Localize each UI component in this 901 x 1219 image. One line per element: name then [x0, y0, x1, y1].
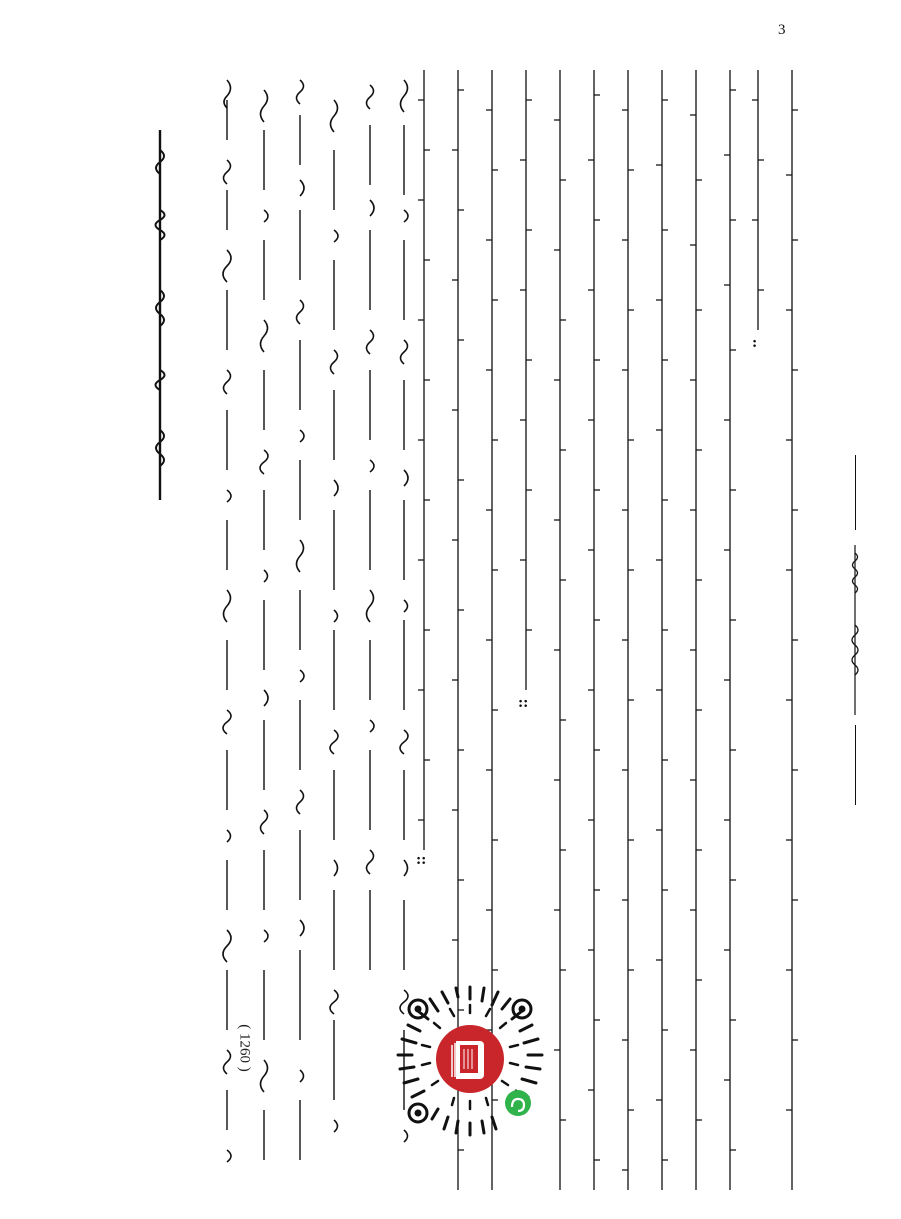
- section-title: [148, 70, 172, 500]
- prose-column: [616, 70, 640, 1190]
- prose-column: [684, 70, 708, 1190]
- verse-column: [322, 70, 346, 1190]
- prose-column: [718, 70, 742, 1190]
- verse-column: [288, 70, 312, 1190]
- end-punctuation: ::: [518, 695, 529, 711]
- page-number: 3: [778, 22, 786, 38]
- year-annotation: [229, 1003, 259, 1093]
- end-punctuation: :: [752, 335, 758, 351]
- header-rule-bottom: [855, 725, 856, 805]
- prose-column: [412, 70, 436, 868]
- prose-column: [548, 70, 572, 1190]
- qr-code-icon: [392, 983, 548, 1139]
- running-header-title: [845, 545, 865, 715]
- verse-column: [358, 70, 382, 990]
- prose-column: [650, 70, 674, 1190]
- qr-code[interactable]: [392, 983, 548, 1139]
- header-rule-top: [855, 455, 856, 530]
- mini-program-icon: [505, 1090, 531, 1116]
- prose-column: [582, 70, 606, 1190]
- prose-column: [780, 70, 804, 1190]
- year-text: ( 1260 ): [236, 1024, 253, 1072]
- prose-column: [746, 70, 770, 351]
- end-punctuation: ::: [416, 852, 427, 868]
- book-logo-icon: [436, 1025, 504, 1093]
- prose-column: [514, 70, 538, 711]
